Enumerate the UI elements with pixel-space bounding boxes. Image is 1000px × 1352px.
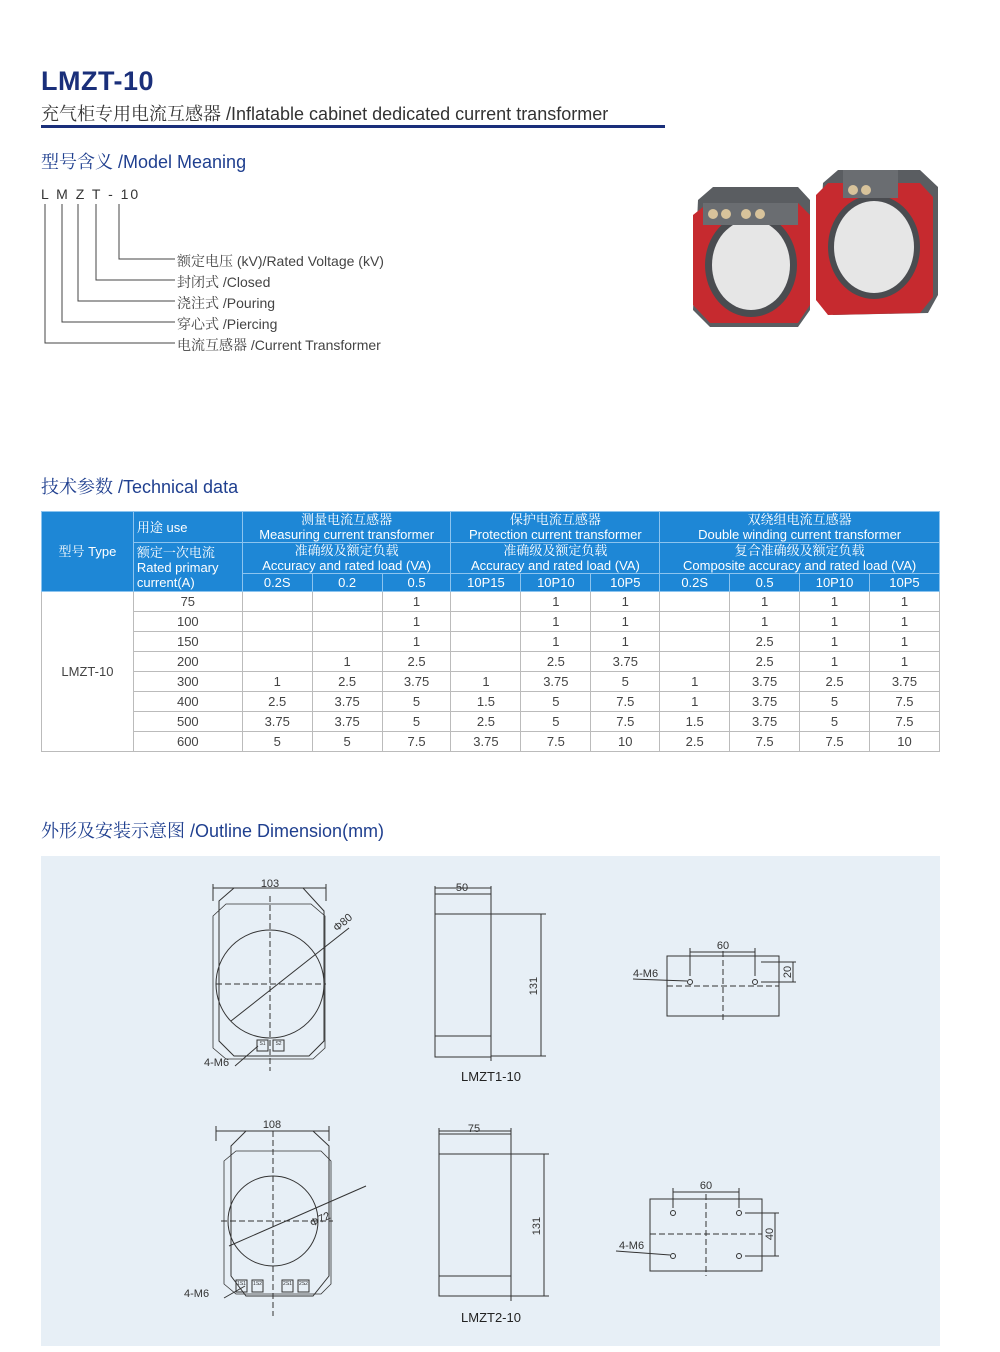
load-cell: 5 <box>521 692 591 712</box>
rated-cn: 额定一次电流 <box>136 544 215 560</box>
dim-dia-1: Φ80 <box>331 911 356 935</box>
load-cell: 3.75 <box>521 672 591 692</box>
acc-cn: 复合准确级及额定负载 <box>734 543 865 558</box>
acc-en: Accuracy and rated load (VA) <box>262 558 432 573</box>
table-row <box>42 612 940 632</box>
load-cell <box>660 632 730 652</box>
group-cn: 保护电流互感器 <box>509 512 601 527</box>
load-cell <box>451 652 521 672</box>
class-header: 10P5 <box>869 574 939 592</box>
load-cell: 1 <box>869 632 939 652</box>
class-header: 10P10 <box>521 574 591 592</box>
title-divider <box>41 125 665 128</box>
load-cell: 1.5 <box>451 692 521 712</box>
legend-closed: 封闭式 /Closed <box>177 274 271 290</box>
load-cell: 1 <box>660 692 730 712</box>
model-code: L M Z T - 10 <box>41 186 141 202</box>
load-cell: 1 <box>591 632 660 652</box>
table-row <box>42 712 940 732</box>
load-cell <box>312 632 382 652</box>
rated-current-cell: 200 <box>133 652 242 672</box>
load-cell: 1 <box>800 592 870 612</box>
load-cell: 1 <box>869 652 939 672</box>
load-cell <box>242 612 312 632</box>
load-cell: 1 <box>521 632 591 652</box>
load-cell: 5 <box>800 712 870 732</box>
load-cell: 1 <box>521 612 591 632</box>
page-title: LMZT-10 <box>41 66 155 96</box>
legend-piercing: 穿心式 /Piercing <box>177 316 278 332</box>
terminal-label-2: S2 <box>275 1041 282 1047</box>
load-cell: 3.75 <box>730 712 800 732</box>
load-cell: 7.5 <box>800 732 870 752</box>
rated-current-header <box>133 543 242 592</box>
load-cell: 3.75 <box>312 692 382 712</box>
rated-en1: Rated primary <box>136 559 219 575</box>
load-cell: 1 <box>591 612 660 632</box>
class-header: 0.2 <box>312 574 382 592</box>
acc-en: Composite accuracy and rated load (VA) <box>683 558 917 573</box>
group-cn: 双绕组电流互感器 <box>747 512 852 527</box>
table-row <box>42 732 940 752</box>
load-cell: 3.75 <box>591 652 660 672</box>
dim-hole-w-2: 60 <box>699 1180 713 1192</box>
outline-heading: 外形及安装示意图 /Outline Dimension(mm) <box>41 821 385 841</box>
load-cell: 5 <box>800 692 870 712</box>
acc-en: Accuracy and rated load (VA) <box>470 558 640 573</box>
load-cell: 1.5 <box>660 712 730 732</box>
drawing-label-1: LMZT1-10 <box>461 1069 521 1084</box>
load-cell: 1 <box>869 592 939 612</box>
load-cell: 10 <box>869 732 939 752</box>
load-cell: 7.5 <box>730 732 800 752</box>
rated-en2: current(A) <box>136 574 195 590</box>
load-cell: 10 <box>591 732 660 752</box>
load-cell: 1 <box>800 632 870 652</box>
load-cell: 3.75 <box>312 712 382 732</box>
table-row <box>42 632 940 652</box>
terminal-label-3: 1S1 <box>237 1281 246 1287</box>
dim-hole-w-1: 60 <box>716 940 730 952</box>
class-header: 10P10 <box>800 574 870 592</box>
group-protection <box>451 512 660 543</box>
load-cell <box>242 652 312 672</box>
rated-current-cell: 100 <box>133 612 242 632</box>
group-en: Measuring current transformer <box>259 527 435 542</box>
load-cell: 7.5 <box>591 712 660 732</box>
load-cell: 1 <box>242 672 312 692</box>
load-cell: 1 <box>591 592 660 612</box>
accuracy-protection <box>451 543 660 574</box>
terminal-label-4: 1S2 <box>253 1281 262 1287</box>
load-cell: 2.5 <box>800 672 870 692</box>
class-header: 10P15 <box>451 574 521 592</box>
rated-current-cell: 600 <box>133 732 242 752</box>
dim-hole-bolt-2: 4-M6 <box>619 1240 645 1252</box>
drawing-label-2: LMZT2-10 <box>461 1310 521 1325</box>
load-cell: 1 <box>451 672 521 692</box>
load-cell: 7.5 <box>521 732 591 752</box>
dim-dia-2: Φ72 <box>308 1209 333 1230</box>
load-cell <box>660 612 730 632</box>
load-cell: 3.75 <box>869 672 939 692</box>
technical-data-heading: 技术参数 /Technical data <box>41 477 239 497</box>
load-cell: 1 <box>730 592 800 612</box>
load-cell <box>451 612 521 632</box>
terminal-label-6: 2S2 <box>299 1281 308 1287</box>
load-cell: 3.75 <box>451 732 521 752</box>
load-cell: 3.75 <box>730 672 800 692</box>
type-header: 型号 Type <box>42 512 134 592</box>
load-cell: 2.5 <box>730 632 800 652</box>
load-cell <box>451 632 521 652</box>
rated-current-cell: 150 <box>133 632 242 652</box>
load-cell: 2.5 <box>312 672 382 692</box>
load-cell <box>451 592 521 612</box>
class-header: 0.5 <box>730 574 800 592</box>
accuracy-double-winding <box>660 543 940 574</box>
accuracy-measuring <box>242 543 451 574</box>
dim-width-1: 103 <box>260 878 280 890</box>
load-cell: 1 <box>730 612 800 632</box>
model-meaning-heading: 型号含义 /Model Meaning <box>41 152 247 172</box>
load-cell: 7.5 <box>869 712 939 732</box>
rated-current-cell: 400 <box>133 692 242 712</box>
load-cell: 7.5 <box>869 692 939 712</box>
load-cell <box>660 652 730 672</box>
rated-current-cell: 75 <box>133 592 242 612</box>
class-header: 0.2S <box>242 574 312 592</box>
use-header: 用途 use <box>133 512 242 543</box>
table-row <box>42 652 940 672</box>
load-cell <box>312 612 382 632</box>
load-cell: 1 <box>382 592 451 612</box>
group-measuring <box>242 512 451 543</box>
group-double-winding <box>660 512 940 543</box>
load-cell: 7.5 <box>591 692 660 712</box>
load-cell: 1 <box>869 612 939 632</box>
dim-hole-h-1: 20 <box>782 965 794 979</box>
dim-width-2: 108 <box>262 1119 282 1131</box>
dim-bolt-2: 4-M6 <box>184 1288 210 1300</box>
model-code-leader-lines <box>30 200 190 350</box>
class-header: 10P5 <box>591 574 660 592</box>
load-cell: 5 <box>382 692 451 712</box>
load-cell: 3.75 <box>730 692 800 712</box>
load-cell: 5 <box>591 672 660 692</box>
load-cell: 5 <box>312 732 382 752</box>
page-subtitle: 充气柜专用电流互感器 /Inflatable cabinet dedicated current transformer <box>41 104 609 124</box>
rated-current-cell: 300 <box>133 672 242 692</box>
dim-hole-h-2: 40 <box>764 1227 776 1241</box>
legend-rated-voltage: 额定电压 (kV)/Rated Voltage (kV) <box>177 253 384 269</box>
acc-cn: 准确级及额定负载 <box>503 543 608 558</box>
acc-cn: 准确级及额定负载 <box>294 543 399 558</box>
group-en: Protection current transformer <box>469 527 642 542</box>
load-cell <box>312 592 382 612</box>
load-cell: 5 <box>242 732 312 752</box>
load-cell: 2.5 <box>451 712 521 732</box>
legend-pouring: 浇注式 /Pouring <box>177 295 276 311</box>
load-cell: 5 <box>521 712 591 732</box>
load-cell: 5 <box>382 712 451 732</box>
load-cell: 2.5 <box>660 732 730 752</box>
rated-current-cell: 500 <box>133 712 242 732</box>
outline-drawings <box>41 856 940 1346</box>
load-cell: 2.5 <box>242 692 312 712</box>
load-cell: 1 <box>800 612 870 632</box>
load-cell: 1 <box>800 652 870 672</box>
dim-side-1: 50 <box>455 882 469 894</box>
terminal-label-5: 2S1 <box>283 1281 292 1287</box>
load-cell: 1 <box>312 652 382 672</box>
load-cell: 3.75 <box>242 712 312 732</box>
class-header: 0.5 <box>382 574 451 592</box>
dim-height-2: 131 <box>531 1216 543 1236</box>
load-cell: 1 <box>382 632 451 652</box>
load-cell: 2.5 <box>521 652 591 672</box>
technical-data-table <box>41 511 940 752</box>
load-cell: 1 <box>382 612 451 632</box>
table-row <box>42 592 940 612</box>
dim-hole-bolt-1: 4-M6 <box>633 968 659 980</box>
table-row <box>42 692 940 712</box>
load-cell: 1 <box>660 672 730 692</box>
table-row <box>42 672 940 692</box>
current-transformer-photo <box>688 165 948 345</box>
group-en: Double winding current transformer <box>698 527 902 542</box>
load-cell: 2.5 <box>382 652 451 672</box>
load-cell: 7.5 <box>382 732 451 752</box>
load-cell: 1 <box>521 592 591 612</box>
class-header: 0.2S <box>660 574 730 592</box>
load-cell <box>242 592 312 612</box>
load-cell <box>242 632 312 652</box>
legend-current-transformer: 电流互感器 /Current Transformer <box>177 337 381 353</box>
load-cell: 2.5 <box>730 652 800 672</box>
group-cn: 测量电流互感器 <box>301 512 393 527</box>
load-cell <box>660 592 730 612</box>
load-cell: 3.75 <box>382 672 451 692</box>
terminal-label-1: S1 <box>259 1041 266 1047</box>
dim-height-1: 131 <box>528 976 540 996</box>
dim-side-2: 75 <box>467 1123 481 1135</box>
type-cell: LMZT-10 <box>42 592 134 752</box>
dim-bolt-1: 4-M6 <box>204 1057 230 1069</box>
